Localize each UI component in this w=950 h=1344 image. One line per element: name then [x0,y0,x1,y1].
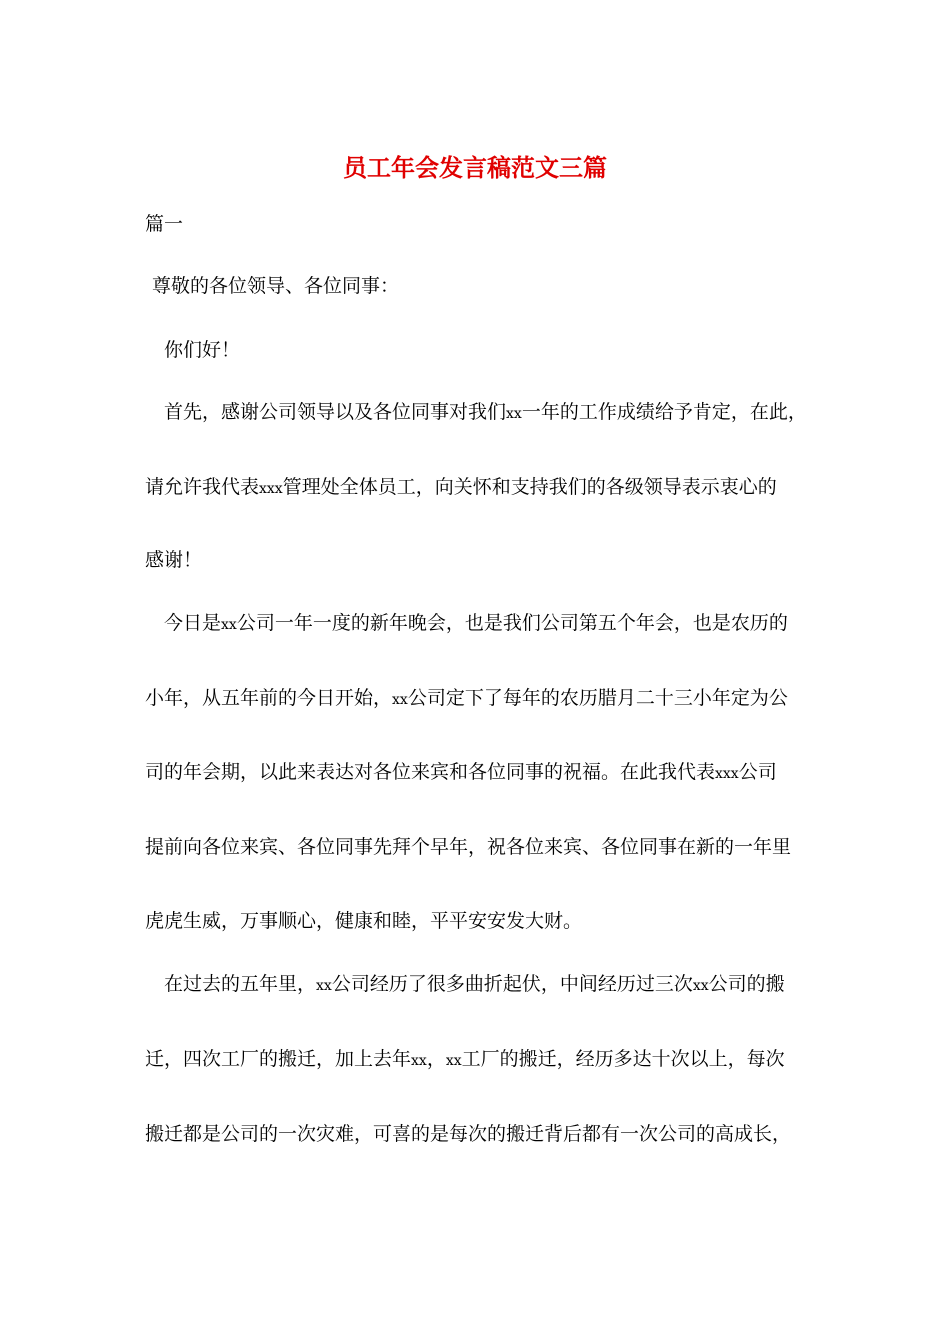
line-text: 虎虎生威，万事顺心，健康和睦，平平安安发大财。 [145,910,583,932]
paragraph-line [145,1120,825,1148]
line-text: 公司经历了很多曲折起伏，中间经历过三次 [331,973,693,995]
section-label: 篇一 [145,213,184,235]
line-text: 搬迁都是公司的一次灾难，可喜的是每次的搬迁背后都有一次公司的高成长， [145,1123,792,1145]
line-text: 公司的搬 [708,973,785,995]
line-text: 感谢！ [145,549,203,571]
paragraph-line [164,609,844,639]
line-text: 提前向各位来宾、各位同事先拜个早年，祝各位来宾、各位同事在新的一年里 [145,836,792,858]
paragraph-line [145,473,825,503]
line-text: 首先，感谢公司领导以及各位同事对我们 [164,401,507,423]
paragraph-line [145,833,825,861]
line-text: 公司 [738,761,777,783]
line-text: 公司定下了每年的农历腊月二十三小年定为公 [407,687,788,709]
placeholder-text: xx [411,1053,427,1069]
line-text: 请允许我代表 [145,476,260,498]
placeholder-text: xx [392,692,408,708]
greeting: 你们好！ [164,339,241,361]
line-text: 小年，从五年前的今日开始， [145,687,393,709]
placeholder-text: xx [692,978,709,994]
document-title: 员工年会发言稿范文三篇 [343,153,607,182]
placeholder-text: xx [316,978,332,994]
salutation: 尊敬的各位领导、各位同事： [152,275,400,297]
placeholder-text: xx [506,406,522,422]
placeholder-text: xx [221,617,237,633]
paragraph-line [164,398,844,428]
placeholder-text: xxx [715,766,739,782]
line-text: 今日是 [164,612,222,634]
line-text: 迁，四次工厂的搬迁，加上去年 [145,1048,412,1070]
paragraph-line [164,970,844,1000]
line-text: 管理处全体员工，向关怀和支持我们的各级领导表示衷心的 [282,476,777,498]
paragraph-line [145,758,825,788]
placeholder-text: xxx [259,481,283,497]
line-text: ， [426,1048,446,1070]
line-text: 司的年会期，以此来表达对各位来宾和各位同事的祝福。在此我代表 [145,761,716,783]
paragraph-line [145,546,825,574]
line-text: 一年的工作成绩给予肯定，在此， [521,401,807,423]
line-text: 在过去的五年里， [164,973,317,995]
paragraph-line [145,684,825,714]
line-text: 工厂的搬迁，经历多达十次以上，每次 [461,1048,785,1070]
line-text: 公司一年一度的新年晚会，也是我们公司第五个年会，也是农历的 [236,612,788,634]
paragraph-line [145,907,825,935]
paragraph-line [145,1045,825,1075]
placeholder-text: xx [445,1053,462,1069]
